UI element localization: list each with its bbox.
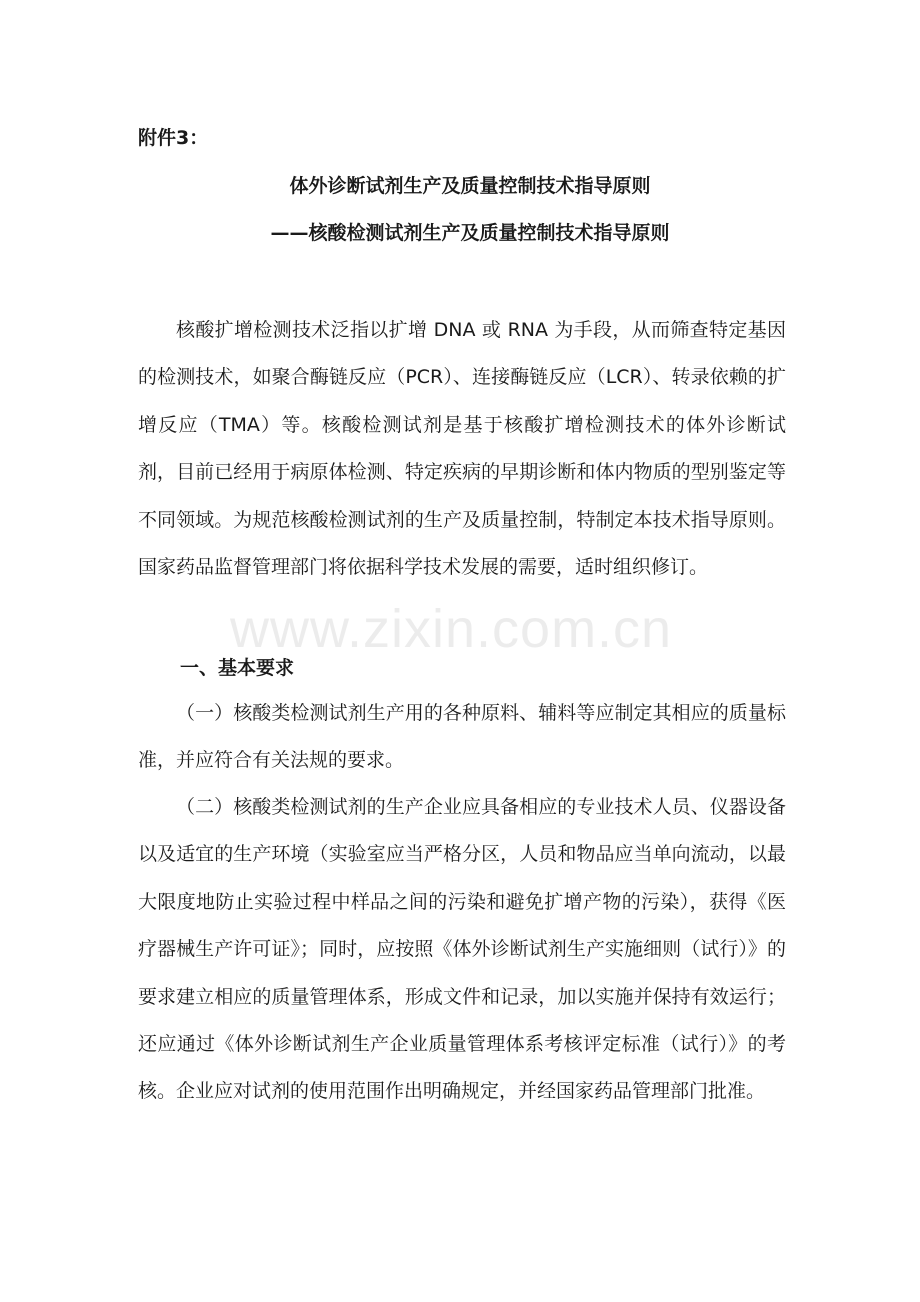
intro-paragraph-block bbox=[138, 307, 786, 591]
attachment-label: 附件3： bbox=[138, 127, 209, 149]
watermark: www.zixin.com.cn bbox=[230, 599, 673, 659]
document-title: 体外诊断试剂生产及质量控制技术指导原则 bbox=[289, 175, 651, 197]
item-1-paragraph: （一）核酸类检测试剂生产用的各种原料、辅料等应制定其相应的质量标准，并应符合有关法规的要求。 bbox=[138, 702, 786, 772]
item-2-block bbox=[138, 784, 786, 1116]
item-2-paragraph: （二）核酸类检测试剂的生产企业应具备相应的专业技术人员、仪器设备以及适宜的生产环境（实验室应当严格分区，人员和物品应当单向流动，以最大限度地防止实验过程中样品之间的污染和避免扩增产物的污染），获得《医疗器械生产许可证》；同时，应按照《体外诊断试剂生产实施细则（试行）》的要求建立相应的质量管理体系，形成文件和记录，加以实施并保持有效运行；还应通过《体外诊断试剂生产企业质量管理体系考核评定标准（试行）》的考核。企业应对试剂的使用范围作出明确规定，并经国家药品管理部门批准。 bbox=[138, 796, 786, 1103]
document-subtitle: ——核酸检测试剂生产及质量控制技术指导原则 bbox=[270, 222, 670, 244]
section-heading-basic-requirements: 一、基本要求 bbox=[180, 657, 295, 679]
intro-paragraph: 核酸扩增检测技术泛指以扩增 DNA 或 RNA 为手段，从而筛查特定基因的检测技术，如聚合酶链反应（PCR）、连接酶链反应（LCR）、转录依赖的扩增反应（TMA）等。核酸检测试剂是基于核酸扩增检测技术的体外诊断试剂，目前已经用于病原体检测、特定疾病的早期诊断和体内物质的型别鉴定等不同领域。为规范核酸检测试剂的生产及质量控制，特制定本技术指导原则。国家药品监督管理部门将依据科学技术发展的需要，适时组织修订。 bbox=[138, 319, 786, 579]
item-1-block bbox=[138, 690, 786, 785]
